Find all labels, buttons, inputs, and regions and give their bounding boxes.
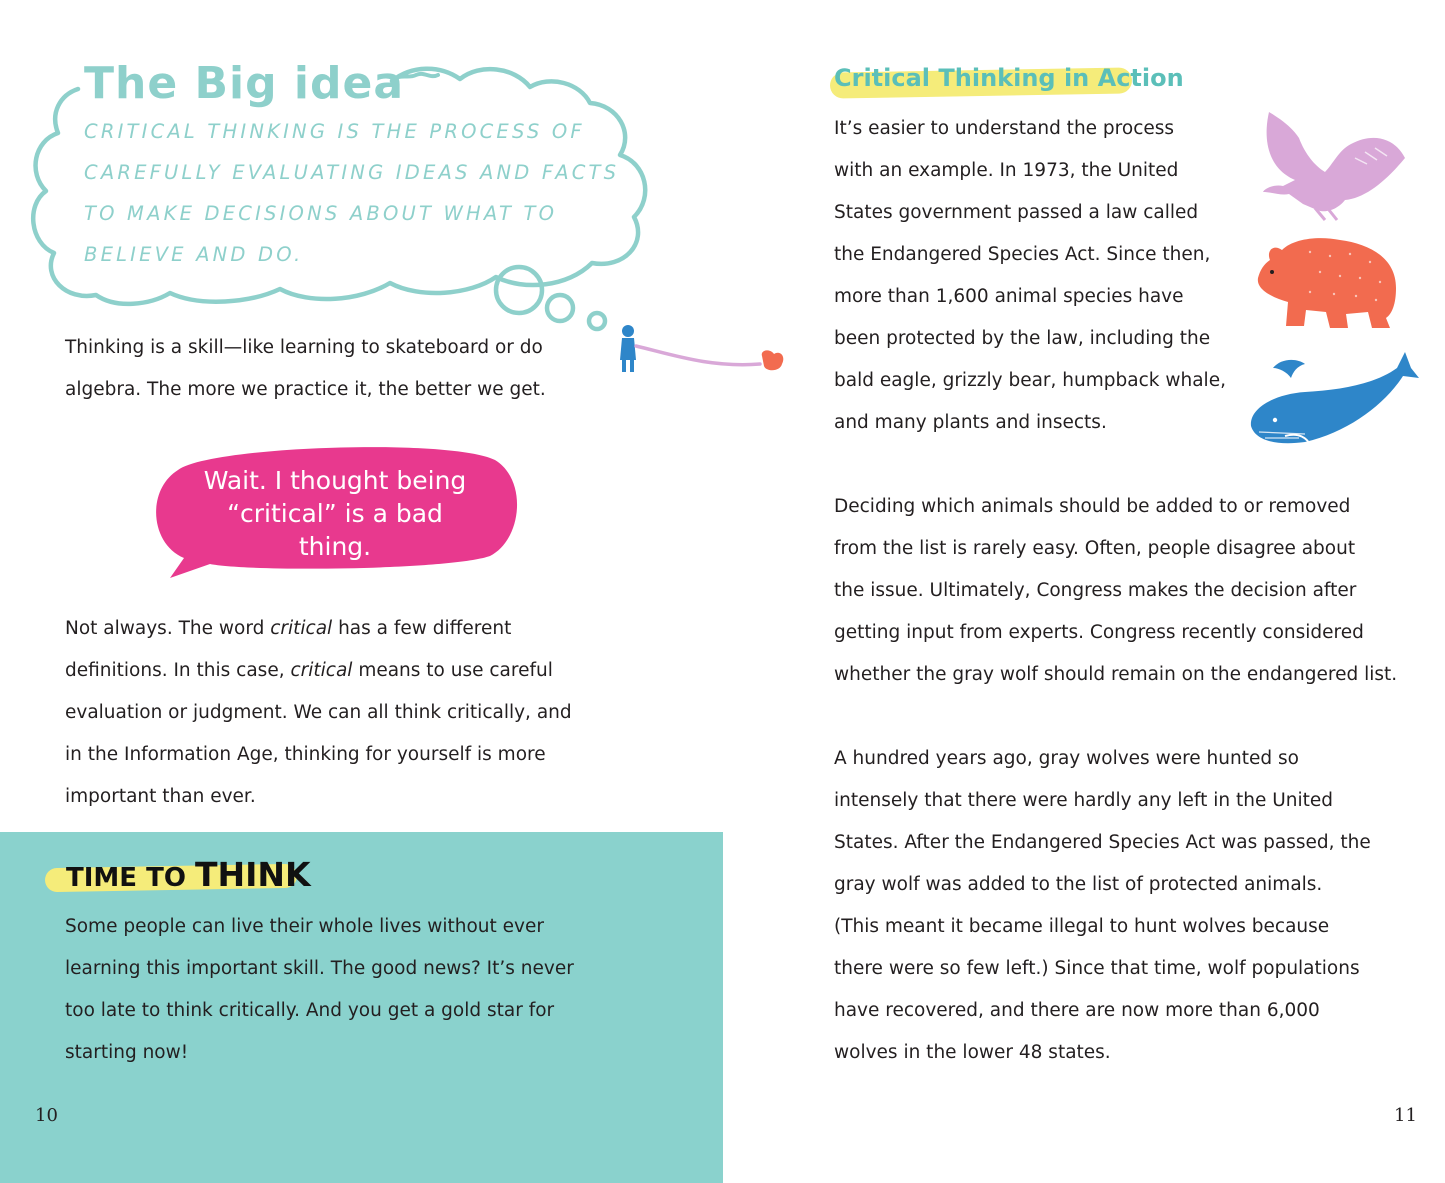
paragraph-line: intensely that there were hardly any left in the United	[834, 790, 1334, 811]
page-number-right: 11	[1394, 1105, 1417, 1126]
paragraph-line: (This meant it became illegal to hunt wolves because	[834, 916, 1330, 937]
paragraph-line: important than ever.	[65, 786, 256, 807]
paragraph-line: starting now!	[65, 1042, 189, 1063]
big-idea-line: TO MAKE DECISIONS ABOUT WHAT TO	[84, 202, 558, 225]
bubble-line: “critical” is a bad thing.	[227, 499, 443, 561]
paragraph-line: there were so few left.) Since that time, wolf populations	[834, 958, 1360, 979]
paragraph-line: States. After the Endangered Species Act was passed, the	[834, 832, 1371, 853]
gray-wolf-paragraph	[834, 738, 1371, 1074]
paragraph-line: Not always. The word critical has a few different	[65, 618, 512, 639]
paragraph-line: bald eagle, grizzly bear, humpback whale,	[834, 370, 1226, 391]
italic-term: critical	[290, 660, 353, 681]
paragraph-line: learning this important skill. The good news? It’s never	[65, 958, 574, 979]
speech-bubble-text	[190, 464, 480, 563]
paragraph-line: have recovered, and there are now more than 6,000	[834, 1000, 1320, 1021]
paragraph-line: too late to think critically. And you get a gold star for	[65, 1000, 555, 1021]
paragraph-line: more than 1,600 animal species have	[834, 286, 1184, 307]
paragraph-line: evaluation or judgment. We can all think critically, and	[65, 702, 572, 723]
paragraph-line: and many plants and insects.	[834, 412, 1107, 433]
paragraph-line: Deciding which animals should be added to or removed	[834, 496, 1351, 517]
paragraph-line: the Endangered Species Act. Since then,	[834, 244, 1211, 265]
big-idea-line: CAREFULLY EVALUATING IDEAS AND FACTS	[84, 161, 620, 184]
paragraph-line: States government passed a law called	[834, 202, 1199, 223]
page-number-left: 10	[35, 1105, 58, 1126]
paragraph-line: from the list is rarely easy. Often, people disagree about	[834, 538, 1356, 559]
eagle-illustration	[1255, 108, 1410, 223]
child-with-balloon-illustration	[610, 318, 790, 378]
big-idea-title: The Big idea	[84, 58, 405, 109]
paragraph-line: definitions. In this case, critical means to use careful	[65, 660, 553, 681]
esa-paragraph	[834, 108, 1226, 444]
time-to-think-heading: TIME TO THINK	[66, 855, 311, 894]
italic-term: critical	[270, 618, 333, 639]
time-to-think-paragraph	[65, 906, 574, 1074]
paragraph-line: Thinking is a skill—like learning to skateboard or do	[65, 337, 543, 358]
paragraph-line: the issue. Ultimately, Congress makes the decision after	[834, 580, 1357, 601]
paragraph-line: whether the gray wolf should remain on the endangered list.	[834, 664, 1398, 685]
grizzly-bear-illustration	[1250, 232, 1405, 332]
paragraph-line: with an example. In 1973, the United	[834, 160, 1179, 181]
big-idea-line: CRITICAL THINKING IS THE PROCESS OF	[84, 120, 585, 143]
big-idea-definition	[84, 122, 624, 286]
paragraph-line: A hundred years ago, gray wolves were hunted so	[834, 748, 1299, 769]
congress-paragraph	[834, 486, 1397, 696]
paragraph-line: gray wolf was added to the list of protected animals.	[834, 874, 1323, 895]
big-idea-line: BELIEVE AND DO.	[84, 243, 304, 266]
paragraph-line: been protected by the law, including the	[834, 328, 1211, 349]
critical-definition-paragraph	[65, 608, 572, 818]
bubble-line: Wait. I thought being	[203, 466, 467, 495]
paragraph-line: Some people can live their whole lives without ever	[65, 916, 544, 937]
paragraph-line: It’s easier to understand the process	[834, 118, 1175, 139]
paragraph-line: in the Information Age, thinking for yourself is more	[65, 744, 546, 765]
intro-paragraph	[65, 327, 546, 411]
humpback-whale-illustration	[1245, 348, 1420, 448]
paragraph-line: wolves in the lower 48 states.	[834, 1042, 1111, 1063]
critical-thinking-in-action-heading: Critical Thinking in Action	[834, 64, 1184, 92]
paragraph-line: getting input from experts. Congress recently considered	[834, 622, 1364, 643]
paragraph-line: algebra. The more we practice it, the better we get.	[65, 379, 546, 400]
